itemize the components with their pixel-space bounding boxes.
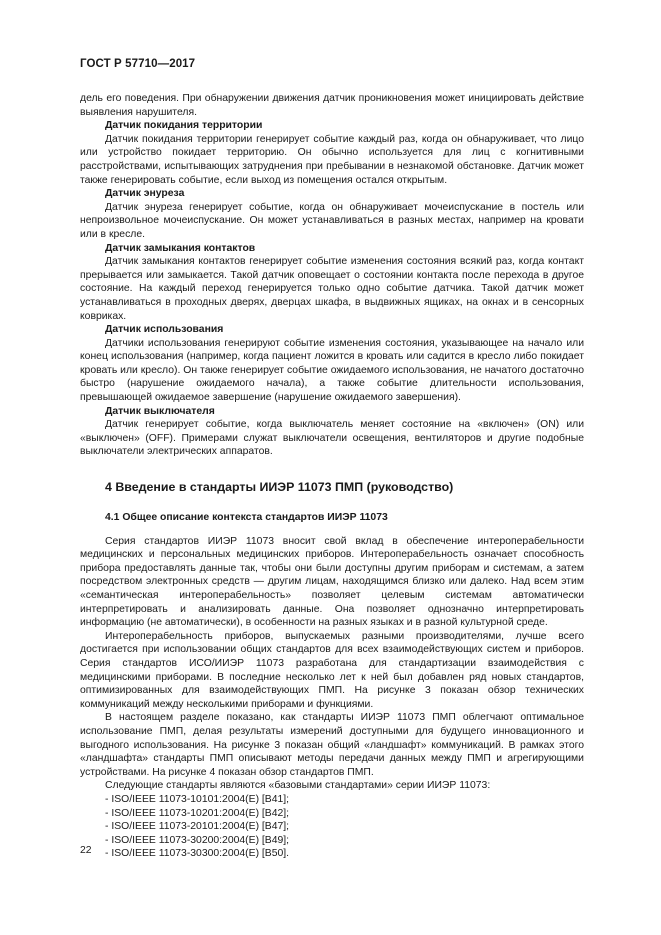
page-number: 22 [80, 845, 92, 856]
document-header: ГОСТ Р 57710—2017 [80, 58, 196, 70]
paragraph-exit-sensor: Датчик покидания территории генерирует событие каждый раз, когда он обнаруживает, что лицо или устройство покидает территорию. Он обычно используется для лиц с когнитивными расстройствами, испытывающих затруднения при пребывании в незнакомой обстановке. Датчик может также генерировать событие, если выход из помещения остался открытым. [80, 133, 584, 186]
subheading-switch-sensor: Датчик выключателя [105, 405, 215, 417]
paragraph-phd-usage: В настоящем разделе показано, как стандарты ИИЭР 11073 ПМП облегчают оптимальное использование ПМП, делая результаты измерений доступными для будущего инновационного и выгодного использования. На рисунке 3 показан общий «ландшафт» коммуникаций. В рамках этого «ландшафта» стандарты ПМП описывают методы передачи данных между ПМП и агрегирующими устройствами. На рисунке 4 показан обзор стандартов ПМП. [80, 712, 584, 778]
paragraph-switch-sensor: Датчик генерирует событие, когда выключатель меняет состояние на «включен» (ON) или «выключен» (OFF). Примерами служат выключатели освещения, вентиляторов и другие подобные выключатели электрических аппаратов. [80, 419, 584, 458]
list-item: - ISO/IEEE 11073-10101:2004(E) [B41]; [105, 793, 290, 805]
section-heading: 4 Введение в стандарты ИИЭР 11073 ПМП (руководство) [105, 480, 454, 495]
list-item: - ISO/IEEE 11073-30200:2004(E) [B49]; [105, 834, 290, 846]
standards-list [80, 793, 584, 861]
paragraph-interoperability: Серия стандартов ИИЭР 11073 вносит свой вклад в обеспечение интероперабельности медицинских и персональных медицинских приборов. Интероперабельность означает способность прибора предоставлять данные так, чтобы они были доступны другим приборам и системам, а затем посредством электронных средств — другим лицам, находящимся близко или далеко. Над всем этим «семантическая интероперабельность» позволяет целевым системам автоматически интерпретировать и анализировать данные. Она позволяет однозначно интерпретировать информацию (не автоматически), в особенности на разных языках и в разной культурной среде. [80, 535, 584, 629]
list-item: - ISO/IEEE 11073-20101:2004(E) [B47]; [105, 821, 290, 833]
page-body [80, 92, 584, 861]
subheading-contact-closure-sensor: Датчик замыкания контактов [105, 242, 256, 254]
subheading-enuresis-sensor: Датчик энуреза [105, 188, 185, 200]
paragraph-device-interoperability: Интероперабельность приборов, выпускаемых разными производителями, лучше всего достигается при использовании общих стандартов для всех взаимодействующих систем и приборов. Серия стандартов ИСО/ИИЭР 11073 разработана для стандартизации взаимодействия с медицинскими приборами. В последние несколько лет к ней был добавлен ряд новых стандартов, оптимизированных для взаимодействующих ПМП. На рисунке 3 показан обзор технических коммуникаций между несколькими приборами и функциями. [80, 630, 584, 710]
list-item: - ISO/IEEE 11073-30300:2004(E) [B50]. [105, 848, 290, 860]
paragraph-base-standards-intro: Следующие стандарты являются «базовыми стандартами» серии ИИЭР 11073: [105, 780, 491, 792]
subsection-heading: 4.1 Общее описание контекста стандартов ИИЭР 11073 [105, 512, 388, 524]
paragraph-usage-sensor: Датчики использования генерируют событие изменения состояния, указывающее на начало или конец использования (например, когда пациент ложится в кровать или садится в кресло либо покидает кровать или кресло). Он также генерирует событие ожидаемого использования, не начатого достаточно быстро (нарушение ожидаемого начала), а также событие длительности использования, превышающей ожидаемое завершение (нарушение ожидаемого завершения). [80, 337, 584, 404]
list-item: - ISO/IEEE 11073-10201:2004(E) [B42]; [105, 807, 290, 819]
paragraph-contact-closure-sensor: Датчик замыкания контактов генерирует событие изменения состояния всякий раз, когда контакт прерывается или замыкается. Такой датчик оповещает о состоянии контакта после перехода в другое состояние. На каждый переход генерируется только одно событие датчика. Такой датчик может устанавливаться в проходных дверях, дверцах шкафа, в выдвижных ящиках, на окнах и в сенсорных ковриках. [80, 256, 584, 322]
subheading-usage-sensor: Датчик использования [105, 324, 224, 336]
paragraph-enuresis-sensor: Датчик энуреза генерирует событие, когда он обнаруживает мочеиспускание в постель или непроизвольное мочеиспускание. Он может устанавливаться в разных местах, например на кровати или в кресле. [80, 201, 584, 240]
subheading-exit-sensor: Датчик покидания территории [105, 120, 263, 132]
paragraph-continued: дель его поведения. При обнаружении движения датчик проникновения может инициировать действие выявления нарушителя. [80, 93, 584, 118]
